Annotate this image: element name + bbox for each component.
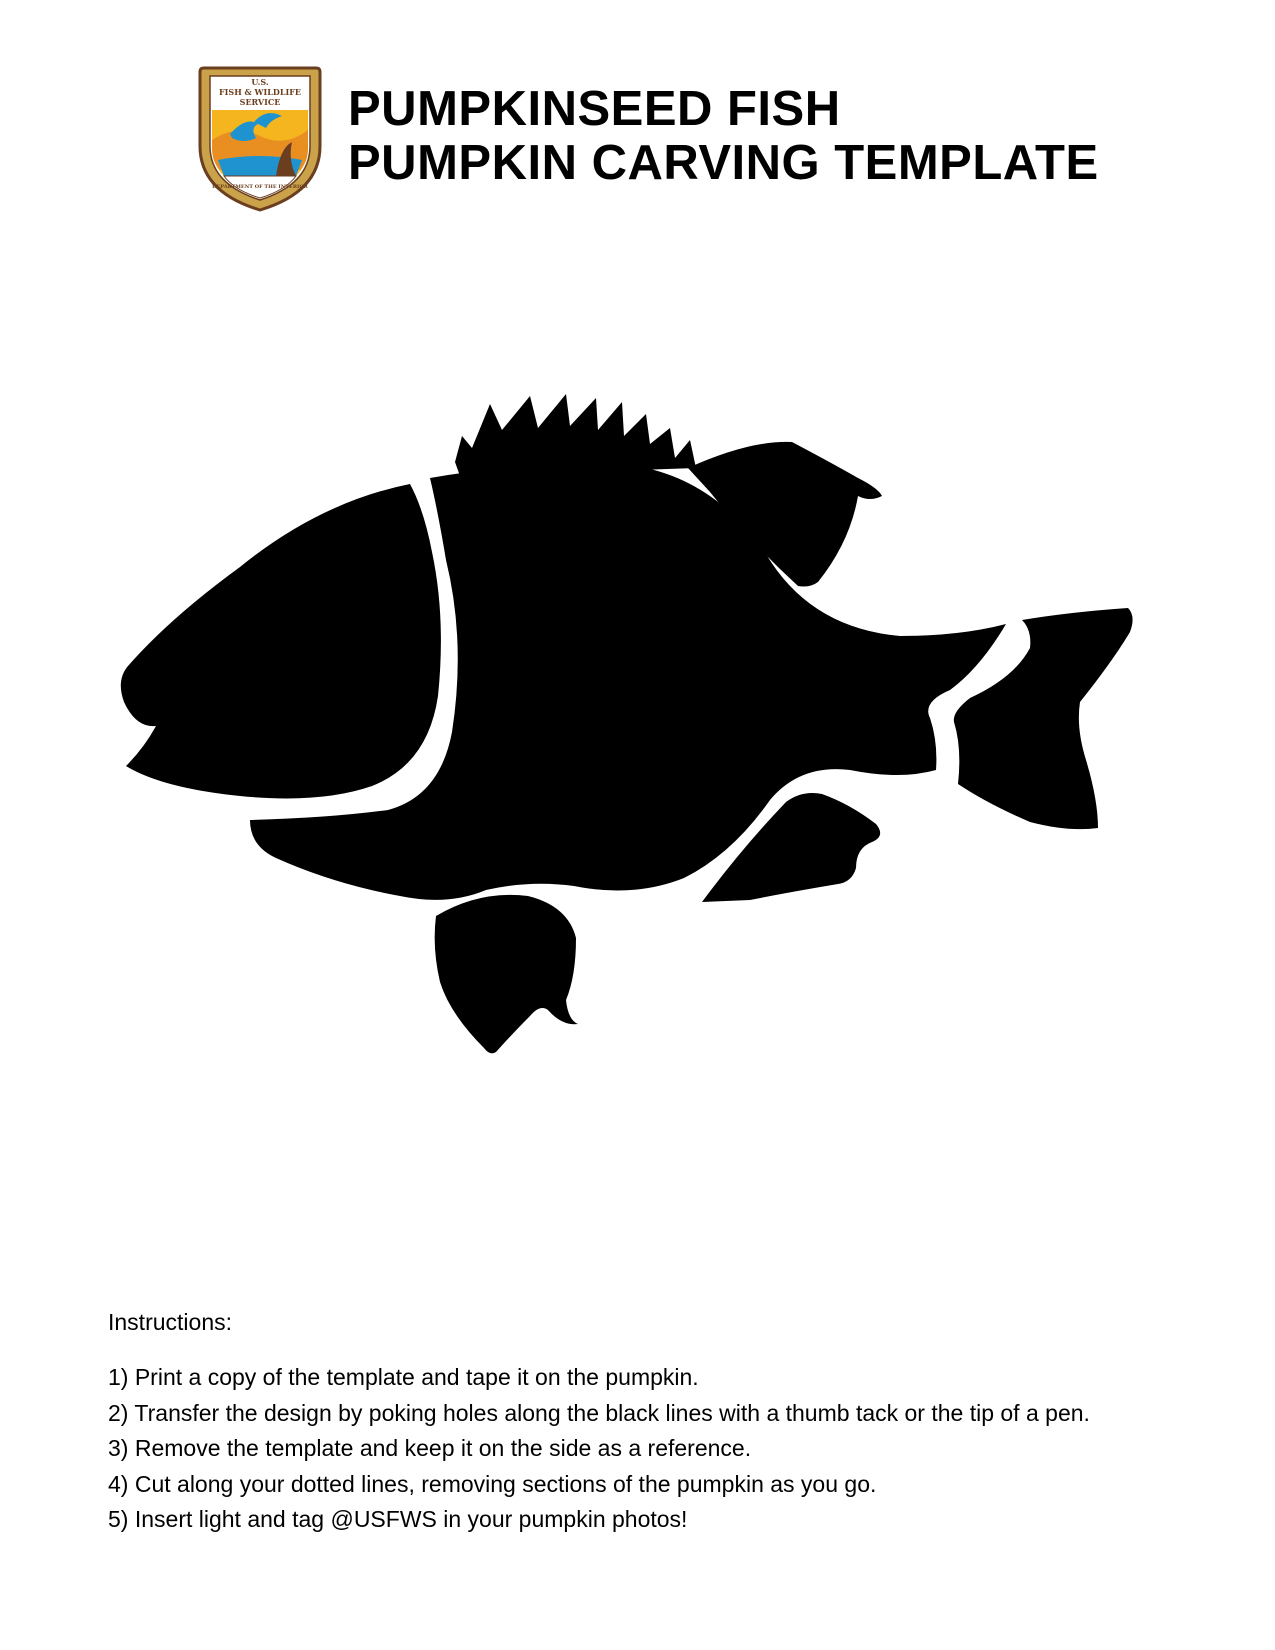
seal-line-1: U.S. (251, 77, 269, 87)
instruction-step-4: 4) Cut along your dotted lines, removing sections of the pumpkin as you go. (108, 1470, 877, 1497)
instruction-step-1: 1) Print a copy of the template and tape it on the pumpkin. (108, 1364, 699, 1390)
usfws-shield-logo-icon (196, 64, 324, 214)
instructions-section (108, 1308, 1228, 1538)
pumpkinseed-fish-silhouette-icon (110, 392, 1190, 1112)
seal-bottom-text: DEPARTMENT OF THE INTERIOR (212, 184, 308, 190)
title-line-2: PUMPKIN CARVING TEMPLATE (348, 136, 1099, 190)
instruction-step-2: 2) Transfer the design by poking holes along the black lines with a thumb tack or the tip of a pen. (108, 1399, 1090, 1426)
title-line-1: PUMPKINSEED FISH (348, 82, 841, 136)
instruction-step-5: 5) Insert light and tag @USFWS in your pumpkin photos! (108, 1506, 688, 1532)
seal-line-3: SERVICE (239, 97, 281, 107)
instructions-heading: Instructions: (108, 1309, 232, 1335)
instructions-list (108, 1360, 1228, 1538)
seal-line-2: FISH & WILDLIFE (219, 87, 301, 97)
instruction-step-3: 3) Remove the template and keep it on the side as a reference. (108, 1435, 752, 1461)
page-title (348, 82, 1099, 190)
